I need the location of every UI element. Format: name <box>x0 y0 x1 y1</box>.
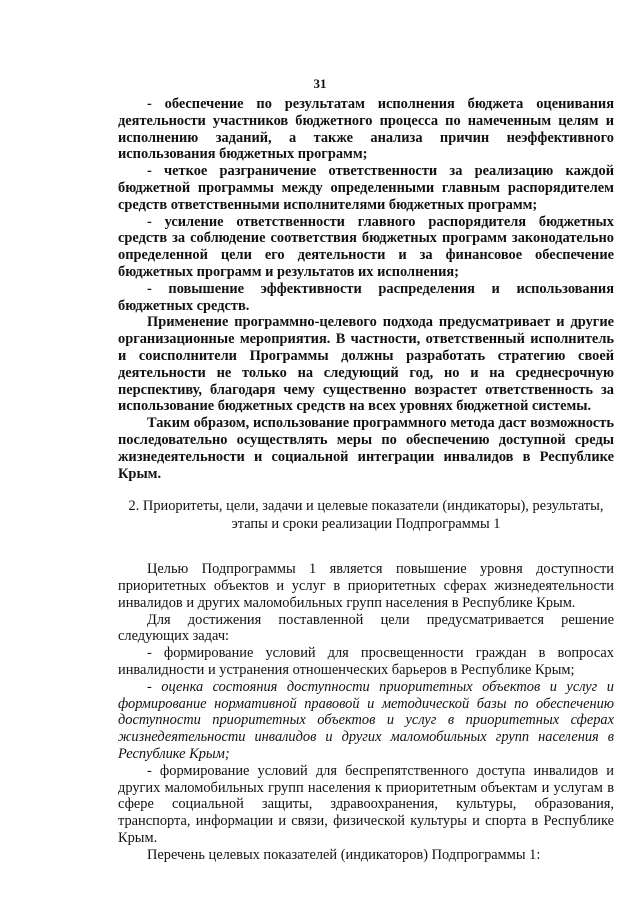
section-heading-line-2: этапы и сроки реализации Подпрограммы 1 <box>231 515 501 532</box>
section-heading-line-1: 2. Приоритеты, цели, задачи и целевые показатели (индикаторы), результаты, <box>128 498 604 515</box>
page-number: 31 <box>313 76 327 91</box>
paragraph-bullet-efficiency: - повышение эффективности распределения и использования бюджетных средств. <box>118 280 614 314</box>
paragraph-program-approach: Применение программно-целевого подхода предусматривает и другие организационные мероприятия. В частности, ответственный исполнитель и соисполнители Программы должны разработать стратегию своей деятельности не только на следующий год, но и на среднесрочную перспективу, благодаря чему существенно возрастет ответственность за использование бюджетных средств на всех уровнях бюджетной системы. <box>118 314 614 415</box>
section-heading <box>118 498 614 533</box>
paragraph-task-awareness: - формирование условий для просвещенности граждан в вопросах инвалидности и устранения отношенческих барьеров в Республике Крым; <box>118 645 614 678</box>
paragraph-task-assessment: - оценка состояния доступности приоритетных объектов и услуг и формирование нормативной правовой и методической базы по обеспечению доступности приоритетных объектов и услуг в приоритетных сферах жизнедеятельности инвалидов и других маломобильных групп населения в Республике Крым; <box>118 678 614 762</box>
paragraph-tasks-intro: Для достижения поставленной цели предусматривается решение следующих задач: <box>118 611 614 645</box>
paragraph-conclusion: Таким образом, использование программного метода даст возможность последовательно осуществлять меры по обеспечению доступной среды жизнедеятельности и социальной интеграции инвалидов в Республике Крым. <box>118 415 614 482</box>
paragraph-indicators-intro: Перечень целевых показателей (индикаторов) Подпрограммы 1: <box>147 846 541 863</box>
paragraph-goal: Целью Подпрограммы 1 является повышение уровня доступности приоритетных объектов и услуг в приоритетных сферах жизнедеятельности инвалидов и других маломобильных групп населения в Республике Крым. <box>118 561 614 611</box>
paragraph-bullet-evaluation: - обеспечение по результатам исполнения бюджета оценивания деятельности участников бюджетного процесса по намеченным целям и исполнению заданий, а также анализа причин неэффективного использования бюджетных программ; <box>118 96 614 163</box>
page-body <box>118 96 614 863</box>
spacer <box>118 549 614 561</box>
paragraph-bullet-responsibility: - четкое разграничение ответственности за реализацию каждой бюджетной программы между определенными главным распорядителем средств ответственными исполнителями бюджетных программ; <box>118 163 614 213</box>
paragraph-task-access: - формирование условий для беспрепятственного доступа инвалидов и других маломобильных групп населения к приоритетным объектам и услугам в сфере социальной защиты, здравоохранения, культуры, образования, транспорта, информации и связи, физической культуры и спорта в Республике Крым. <box>118 762 614 846</box>
paragraph-bullet-manager-responsibility: - усиление ответственности главного распорядителя бюджетных средств за соблюдение соответствия бюджетных программ законодательно определенной цели его деятельности и за финансовое обеспечение бюджетных программ и результатов их исполнения; <box>118 213 614 280</box>
